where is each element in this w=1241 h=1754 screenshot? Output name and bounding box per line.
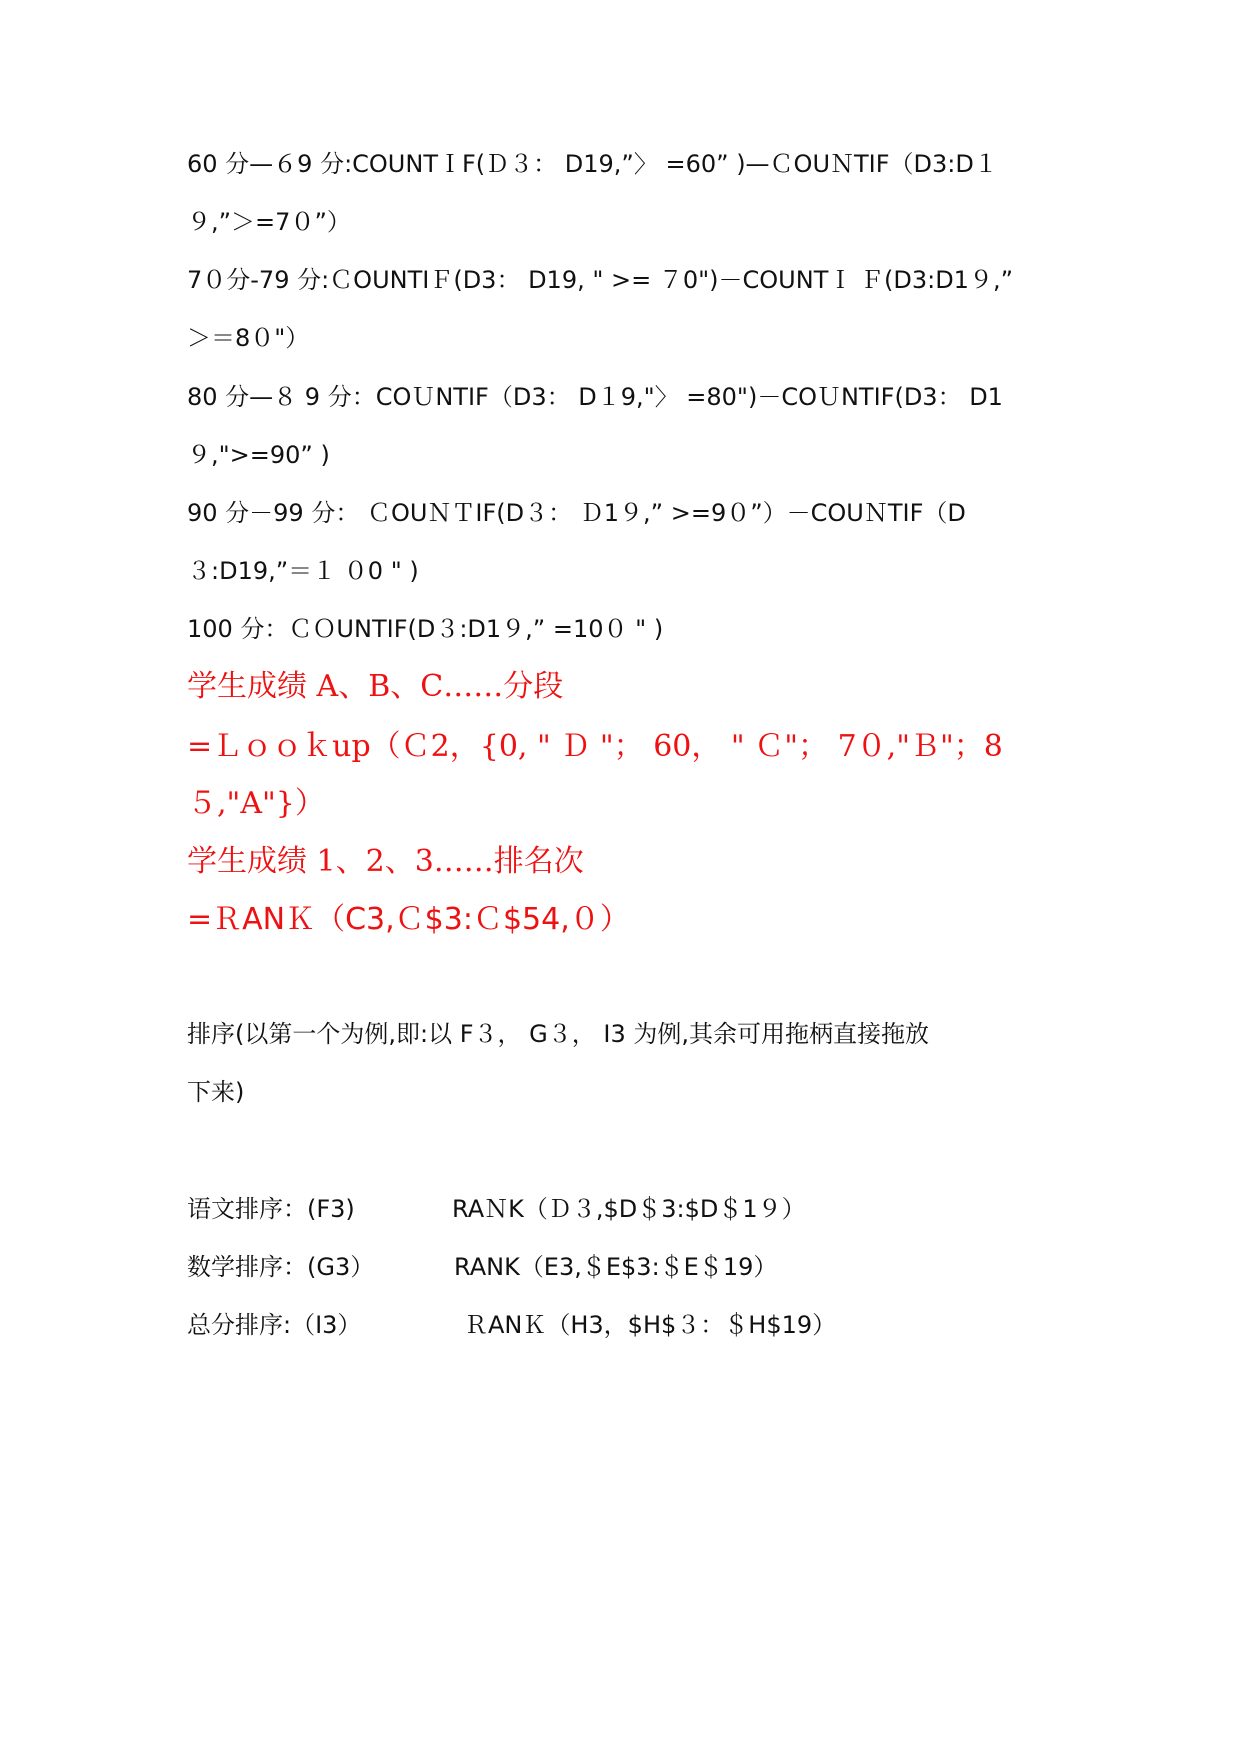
countif-90-99-line2: ３:D19,”＝１ ０0 " )	[187, 557, 419, 585]
countif-60-69-line1: 60 分—６9 分:COUNTＩF(Ｄ３： D19,”〉 =60” )—ＣOUＮTIF（D3:D１	[187, 150, 998, 178]
chinese-sort-label: 语文排序：(F3)	[187, 1195, 355, 1223]
rank-heading: 学生成绩 1、2、3……排名次	[187, 844, 584, 879]
countif-60-69-line2: ９,”＞=7０”）	[187, 208, 351, 236]
countif-90-99-line1: 90 分－99 分： ＣOUＮＴIF(D３： Ｄ1９,” >=9０”）－COUＮTIF（D	[187, 499, 966, 527]
lookup-formula-line1: =Ｌｏｏｋup（Ｃ2，{0, " Ｄ "； 60， " Ｃ"； 7０,"Ｂ"；8	[187, 729, 1003, 764]
countif-70-79-line1: 7０分-79 分:ＣOUNTIＦ(D3： D19, " >= ７0")－COUNTＩ Ｆ(D3:D1９,”	[187, 266, 1014, 294]
countif-80-89-line2: ９,">=90” )	[187, 441, 330, 469]
countif-100-line: 100 分：ＣＯUNTIF(D３:D1９,” =10０ " )	[187, 615, 664, 643]
countif-70-79-line2: ＞＝8０"）	[187, 324, 310, 352]
total-sort-formula: ＲANＫ（H3，$H$３：＄H$19）	[464, 1311, 837, 1339]
total-sort-row	[187, 1311, 837, 1409]
rank-formula: =ＲANＫ（C3,Ｃ$3:Ｃ$54,０）	[187, 902, 630, 937]
math-sort-formula: RANK（E3,＄E$3:＄E＄19）	[454, 1253, 778, 1281]
math-sort-label: 数学排序：(G3）	[187, 1253, 375, 1281]
sort-intro-line2: 下来)	[187, 1078, 245, 1106]
sort-intro-line1: 排序(以第一个为例,即:以 F３， G３， I3 为例,其余可用拖柄直接拖放	[187, 1020, 929, 1048]
countif-80-89-line1: 80 分—８ 9 分：COＵNTIF（D3： D１9,"〉 =80")－COＵNTIF(D3： D1	[187, 383, 1003, 411]
chinese-sort-formula: RAＮK（Ｄ３,$D＄3:$D＄1９）	[452, 1195, 806, 1223]
total-sort-label: 总分排序:（I3）	[187, 1311, 362, 1339]
grade-heading: 学生成绩 A、B、C……分段	[187, 669, 564, 704]
lookup-formula-line2: ５,"A"}）	[187, 786, 325, 821]
